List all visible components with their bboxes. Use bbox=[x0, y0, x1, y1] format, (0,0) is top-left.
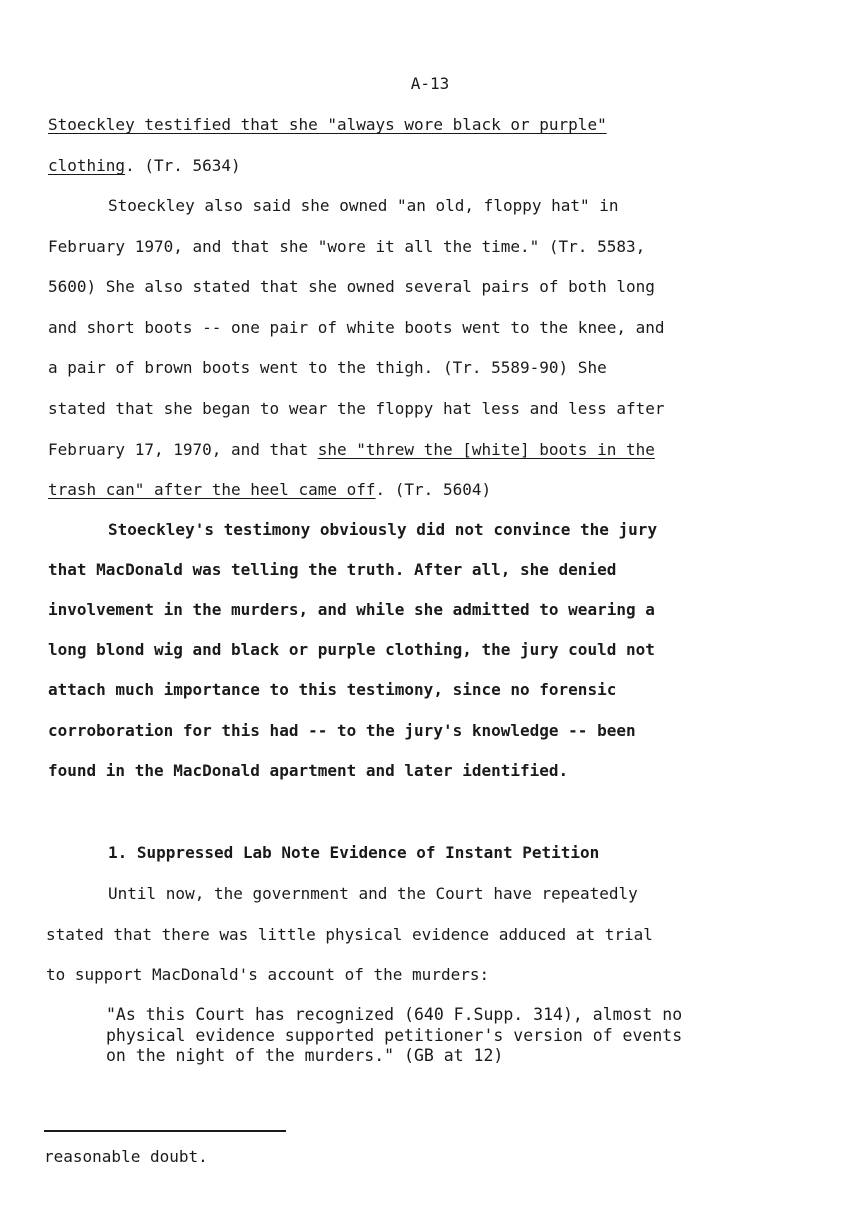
para2-line4: and short boots -- one pair of white boots went to the knee, and bbox=[48, 318, 665, 337]
para4-line2: stated that there was little physical evidence adduced at trial bbox=[46, 925, 653, 944]
para3-line5: attach much importance to this testimony, since no forensic bbox=[48, 680, 617, 699]
para2-line8 bbox=[48, 480, 491, 500]
para1-line2 bbox=[48, 156, 241, 176]
quote-line1: "As this Court has recognized (640 F.Supp. 314), almost no bbox=[106, 1005, 683, 1024]
para4-line1: Until now, the government and the Court have repeatedly bbox=[108, 884, 638, 903]
para3-line7: found in the MacDonald apartment and later identified. bbox=[48, 761, 569, 780]
underlined-text: she "threw the [white] boots in the bbox=[317, 440, 655, 459]
para3-line4: long blond wig and black or purple clothing, the jury could not bbox=[48, 640, 655, 659]
footnote-divider bbox=[44, 1130, 286, 1132]
page-number: A-13 bbox=[410, 74, 450, 93]
underlined-text: clothing bbox=[48, 156, 126, 175]
citation-text: . (Tr. 5634) bbox=[125, 156, 241, 175]
section-heading: 1. Suppressed Lab Note Evidence of Instant Petition bbox=[108, 843, 600, 862]
para3-line6: corroboration for this had -- to the jury's knowledge -- been bbox=[48, 721, 636, 740]
para4-line3: to support MacDonald's account of the murders: bbox=[46, 965, 490, 984]
quote-line3: on the night of the murders." (GB at 12) bbox=[106, 1046, 504, 1065]
para2-line1: Stoeckley also said she owned "an old, floppy hat" in bbox=[108, 196, 619, 215]
citation-text: . (Tr. 5604) bbox=[375, 480, 492, 499]
para1-line1: Stoeckley testified that she "always wore black or purple" bbox=[48, 115, 607, 134]
para2-line2: February 1970, and that she "wore it all the time." (Tr. 5583, bbox=[48, 237, 646, 256]
para2-line5: a pair of brown boots went to the thigh. (Tr. 5589-90) She bbox=[48, 358, 607, 377]
para2-line7 bbox=[48, 440, 655, 460]
para3-line3: involvement in the murders, and while she admitted to wearing a bbox=[48, 600, 655, 619]
plain-text: February 17, 1970, and that bbox=[48, 440, 318, 459]
para2-line6: stated that she began to wear the floppy hat less and less after bbox=[48, 399, 665, 418]
footnote-text: reasonable doubt. bbox=[44, 1147, 208, 1166]
para2-line3: 5600) She also stated that she owned several pairs of both long bbox=[48, 277, 655, 296]
para3-line1: Stoeckley's testimony obviously did not convince the jury bbox=[108, 520, 658, 539]
quote-line2: physical evidence supported petitioner's version of events bbox=[106, 1026, 683, 1045]
underlined-text: trash can" after the heel came off bbox=[48, 480, 376, 499]
para3-line2: that MacDonald was telling the truth. After all, she denied bbox=[48, 560, 617, 579]
